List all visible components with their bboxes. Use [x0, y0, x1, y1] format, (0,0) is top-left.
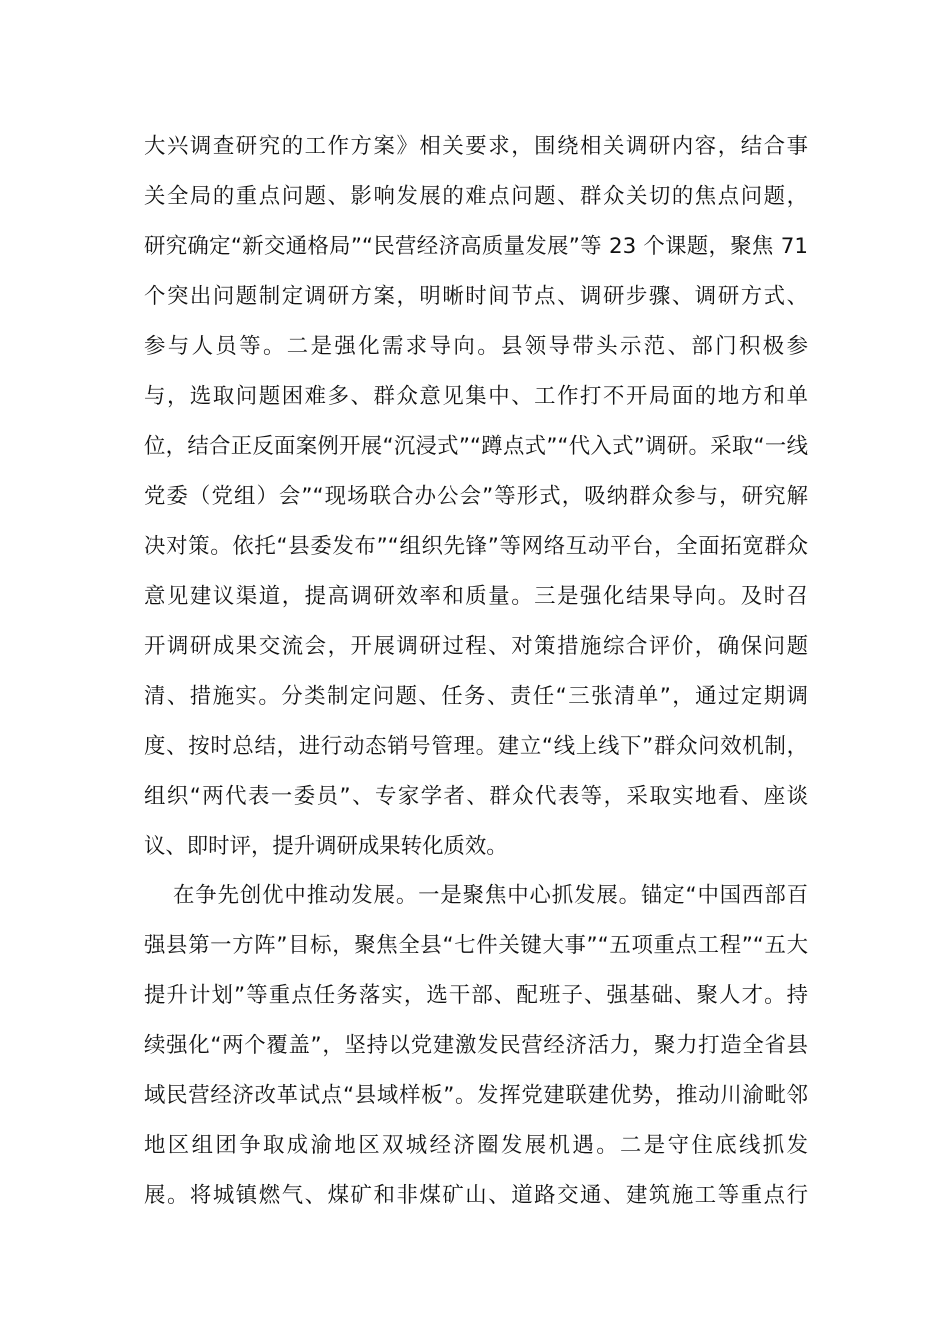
text-line: 提升计划”等重点任务落实，选干部、配班子、强基础、聚人才。持 — [144, 983, 808, 1008]
text-line: 个突出问题制定调研方案，明晰时间节点、调研步骤、调研方式、 — [144, 284, 808, 309]
text-line: 议、即时评，提升调研成果转化质效。 — [144, 834, 508, 859]
text-line: 开调研成果交流会，开展调研过程、对策措施综合评价，确保问题 — [144, 634, 808, 659]
text-line: 党委（党组）会”“现场联合办公会”等形式，吸纳群众参与，研究解 — [144, 484, 808, 509]
text-line: 大兴调查研究的工作方案》相关要求，围绕相关调研内容，结合事 — [144, 134, 808, 159]
text-line: 决对策。依托“县委发布”“组织先锋”等网络互动平台，全面拓宽群众 — [144, 534, 808, 559]
text-line: 位，结合正反面案例开展“沉浸式”“蹲点式”“代入式”调研。采取“一线 — [144, 434, 808, 459]
text-line: 关全局的重点问题、影响发展的难点问题、群众关切的焦点问题， — [144, 184, 808, 209]
text-line: 意见建议渠道，提高调研效率和质量。三是强化结果导向。及时召 — [144, 584, 808, 609]
text-line: 展。将城镇燃气、煤矿和非煤矿山、道路交通、建筑施工等重点行 — [144, 1183, 808, 1208]
text-line: 研究确定“新交通格局”“民营经济高质量发展”等 23 个课题，聚焦 71 — [144, 234, 808, 259]
text-line: 域民营经济改革试点“县域样板”。发挥党建联建优势，推动川渝毗邻 — [144, 1083, 808, 1108]
text-line: 与，选取问题困难多、群众意见集中、工作打不开局面的地方和单 — [144, 384, 808, 409]
text-line: 参与人员等。二是强化需求导向。县领导带头示范、部门积极参 — [144, 334, 808, 359]
text-line: 度、按时总结，进行动态销号管理。建立“线上线下”群众问效机制， — [144, 734, 808, 759]
text-line: 地区组团争取成渝地区双城经济圈发展机遇。二是守住底线抓发 — [144, 1133, 808, 1158]
text-line: 在争先创优中推动发展。一是聚焦中心抓发展。锚定“中国西部百 — [173, 883, 808, 908]
text-line: 续强化“两个覆盖”，坚持以党建激发民营经济活力，聚力打造全省县 — [144, 1033, 808, 1058]
text-line: 强县第一方阵”目标，聚焦全县“七件关键大事”“五项重点工程”“五大 — [144, 933, 808, 958]
text-line: 组织“两代表一委员”、专家学者、群众代表等，采取实地看、座谈 — [144, 784, 808, 809]
text-line: 清、措施实。分类制定问题、任务、责任“三张清单”，通过定期调 — [144, 684, 808, 709]
